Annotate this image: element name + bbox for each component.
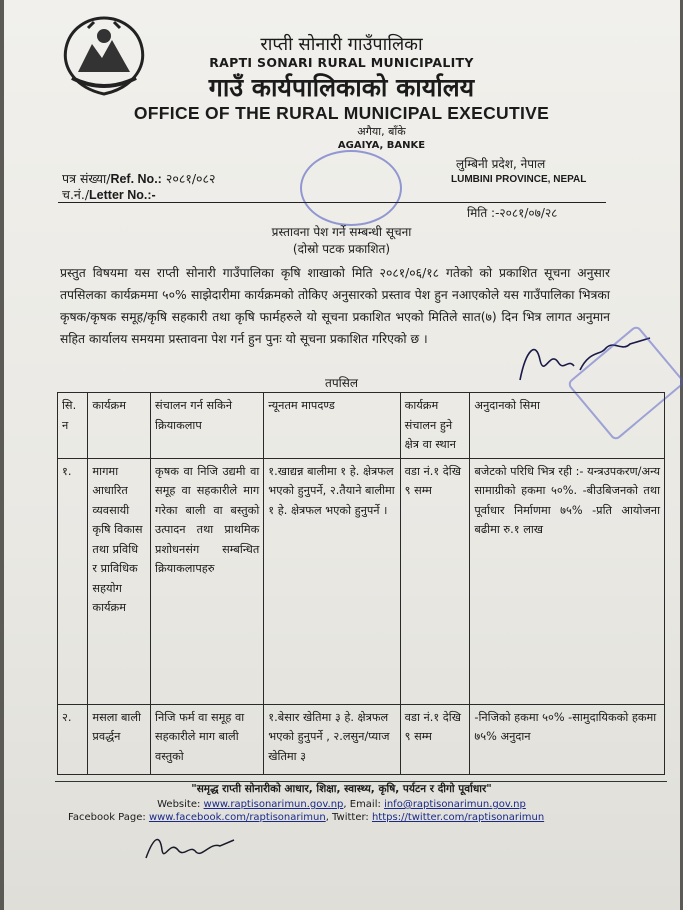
footer-slogan: "समृद्ध राप्ती सोनारीको आधार, शिक्षा, स्वास्थ्य, कृषि, पर्यटन र दीगो पूर्वाधार"	[191, 783, 492, 795]
notice-title: प्रस्तावना पेश गर्ने सम्बन्धी सूचना	[271, 225, 412, 239]
twitter-link[interactable]: https://twitter.com/raptisonarimun	[371, 812, 545, 823]
table-row	[58, 704, 665, 774]
website-label: Website:	[157, 799, 201, 810]
row-area: वडा नं.१ देखि ९ सम्म	[400, 458, 470, 704]
office-name-english: OFFICE OF THE RURAL MUNICIPAL EXECUTIVE	[133, 103, 550, 123]
row-area: वडा नं.१ देखि ९ सम्म	[400, 704, 470, 774]
footer-contacts	[0, 799, 683, 810]
header-sn: सि. न	[58, 393, 88, 459]
ref-value: २०८१/०८२	[165, 171, 216, 186]
province-nepali: लुम्बिनी प्रदेश, नेपाल	[456, 157, 546, 171]
location-english: AGAIYA, BANKE	[337, 140, 426, 151]
header-limit: अनुदानको सिमा	[470, 393, 665, 459]
notice-subtitle: (दोस्रो पटक प्रकाशित)	[292, 242, 391, 256]
municipality-name-nepali: राप्ती सोनारी गाउँपालिका	[260, 34, 423, 55]
twitter-label: , Twitter:	[325, 812, 369, 823]
row-program: मागमा आधारित व्यवसायी कृषि विकास तथा प्रविधि र प्राविधिक सहयोग कार्यक्रम	[88, 458, 151, 704]
facebook-label: Facebook Page:	[68, 812, 146, 823]
letter-date: मिति :-२०८१/०७/२८	[467, 206, 558, 220]
row-activity: निजि फर्म वा समूह वा सहकारीले माग बाली वस्तुको	[151, 704, 264, 774]
header-program: कार्यक्रम	[88, 393, 151, 459]
office-stamp	[300, 150, 402, 226]
header-area: कार्यक्रम संचालन हुने क्षेत्र वा स्थान	[400, 393, 470, 459]
table-header-row	[58, 393, 665, 459]
header-activity: संचालन गर्न सकिने क्रियाकलाप	[151, 393, 264, 459]
row-limit: -निजिको हकमा ५०% -सामुदायिकको हकमा ७५% अनुदान	[470, 704, 665, 774]
office-name-nepali: गाउँ कार्यपालिकाको कार्यालय	[208, 73, 475, 102]
row-program: मसला बाली प्रवर्द्धन	[88, 704, 151, 774]
notice-body: प्रस्तुत विषयमा यस राप्ती सोनारी गाउँपालिका कृषि शाखाको मिति २०८१/०६/१८ गतेको को प्रकाशित सूचना अनुसार तपसिलका कार्यक्रममा ५०% साझेदारीमा कार्यक्रमको तोकिए अनुसारको प्रस्ताव पेश हुन नआएकोले यस गाउँपालिका भित्रका कृषक/कृषक समूह/कृषि सहकारी तथा कृषि फार्महरुले यो सूचना प्रकाशित भएको मितिले सात(७) दिन भित्र लागत अनुमान सहित कार्यालय समयमा प्रस्तावना पेश गर्न हुन पुनः यो सूचना प्रकाशित गरिएको छ ।	[60, 266, 610, 346]
municipality-name-english: RAPTI SONARI RURAL MUNICIPALITY	[209, 55, 474, 70]
row-activity: कृषक वा निजि उद्यमी वा समूह वा सहकारीले माग गरेका बाली वा बस्तुको उत्पादन तथा प्राथमिक प्रशोधनसंग सम्बन्धित क्रियाकलापहरु	[151, 458, 264, 704]
email-label: , Email:	[343, 799, 381, 810]
bottom-signature-icon	[140, 828, 240, 868]
ref-label-en: Ref. No.:	[110, 172, 162, 186]
website-link[interactable]: www.raptisonarimun.gov.np	[203, 799, 344, 810]
location-nepali: अगैया, बाँके	[357, 125, 406, 138]
table-row	[58, 458, 665, 704]
letter-label-np: च.नं./	[62, 187, 90, 202]
row-sn: २.	[58, 704, 88, 774]
letter-label-en: Letter No.:-	[89, 188, 156, 202]
ref-number	[62, 170, 216, 187]
header-divider	[58, 202, 606, 203]
row-criteria: १.खाद्यन्न बालीमा १ हे. क्षेत्रफल भएको हुनुपर्ने, २.तैयाने बालीमा १ हे. क्षेत्रफल भएको हुनुपर्ने ।	[264, 458, 400, 704]
details-table	[57, 392, 665, 775]
row-criteria: १.बेसार खेतिमा ३ हे. क्षेत्रफल भएको हुनुपर्ने , २.लसुन/प्याज खेतिमा ३	[264, 704, 400, 774]
footer-social	[68, 812, 544, 823]
email-link[interactable]: info@raptisonarimun.gov.np	[384, 799, 526, 810]
facebook-link[interactable]: www.facebook.com/raptisonarimun	[148, 812, 326, 823]
row-sn: १.	[58, 458, 88, 704]
letter-number	[62, 186, 156, 203]
province-english: LUMBINI PROVINCE, NEPAL	[451, 174, 587, 185]
table-title: तपसिल	[324, 376, 358, 390]
ref-label-np: पत्र संख्या/	[62, 171, 111, 186]
row-limit: बजेटको परिधि भित्र रही :- यन्त्रउपकरण/अन्य सामाग्रीको हकमा ५०%. -बीउबिजनको तथा पूर्वाधार निर्माणमा ७५% -प्रति आयोजना बढीमा रु.१ लाख	[470, 458, 665, 704]
header-criteria: न्यूनतम मापदण्ड	[264, 393, 400, 459]
